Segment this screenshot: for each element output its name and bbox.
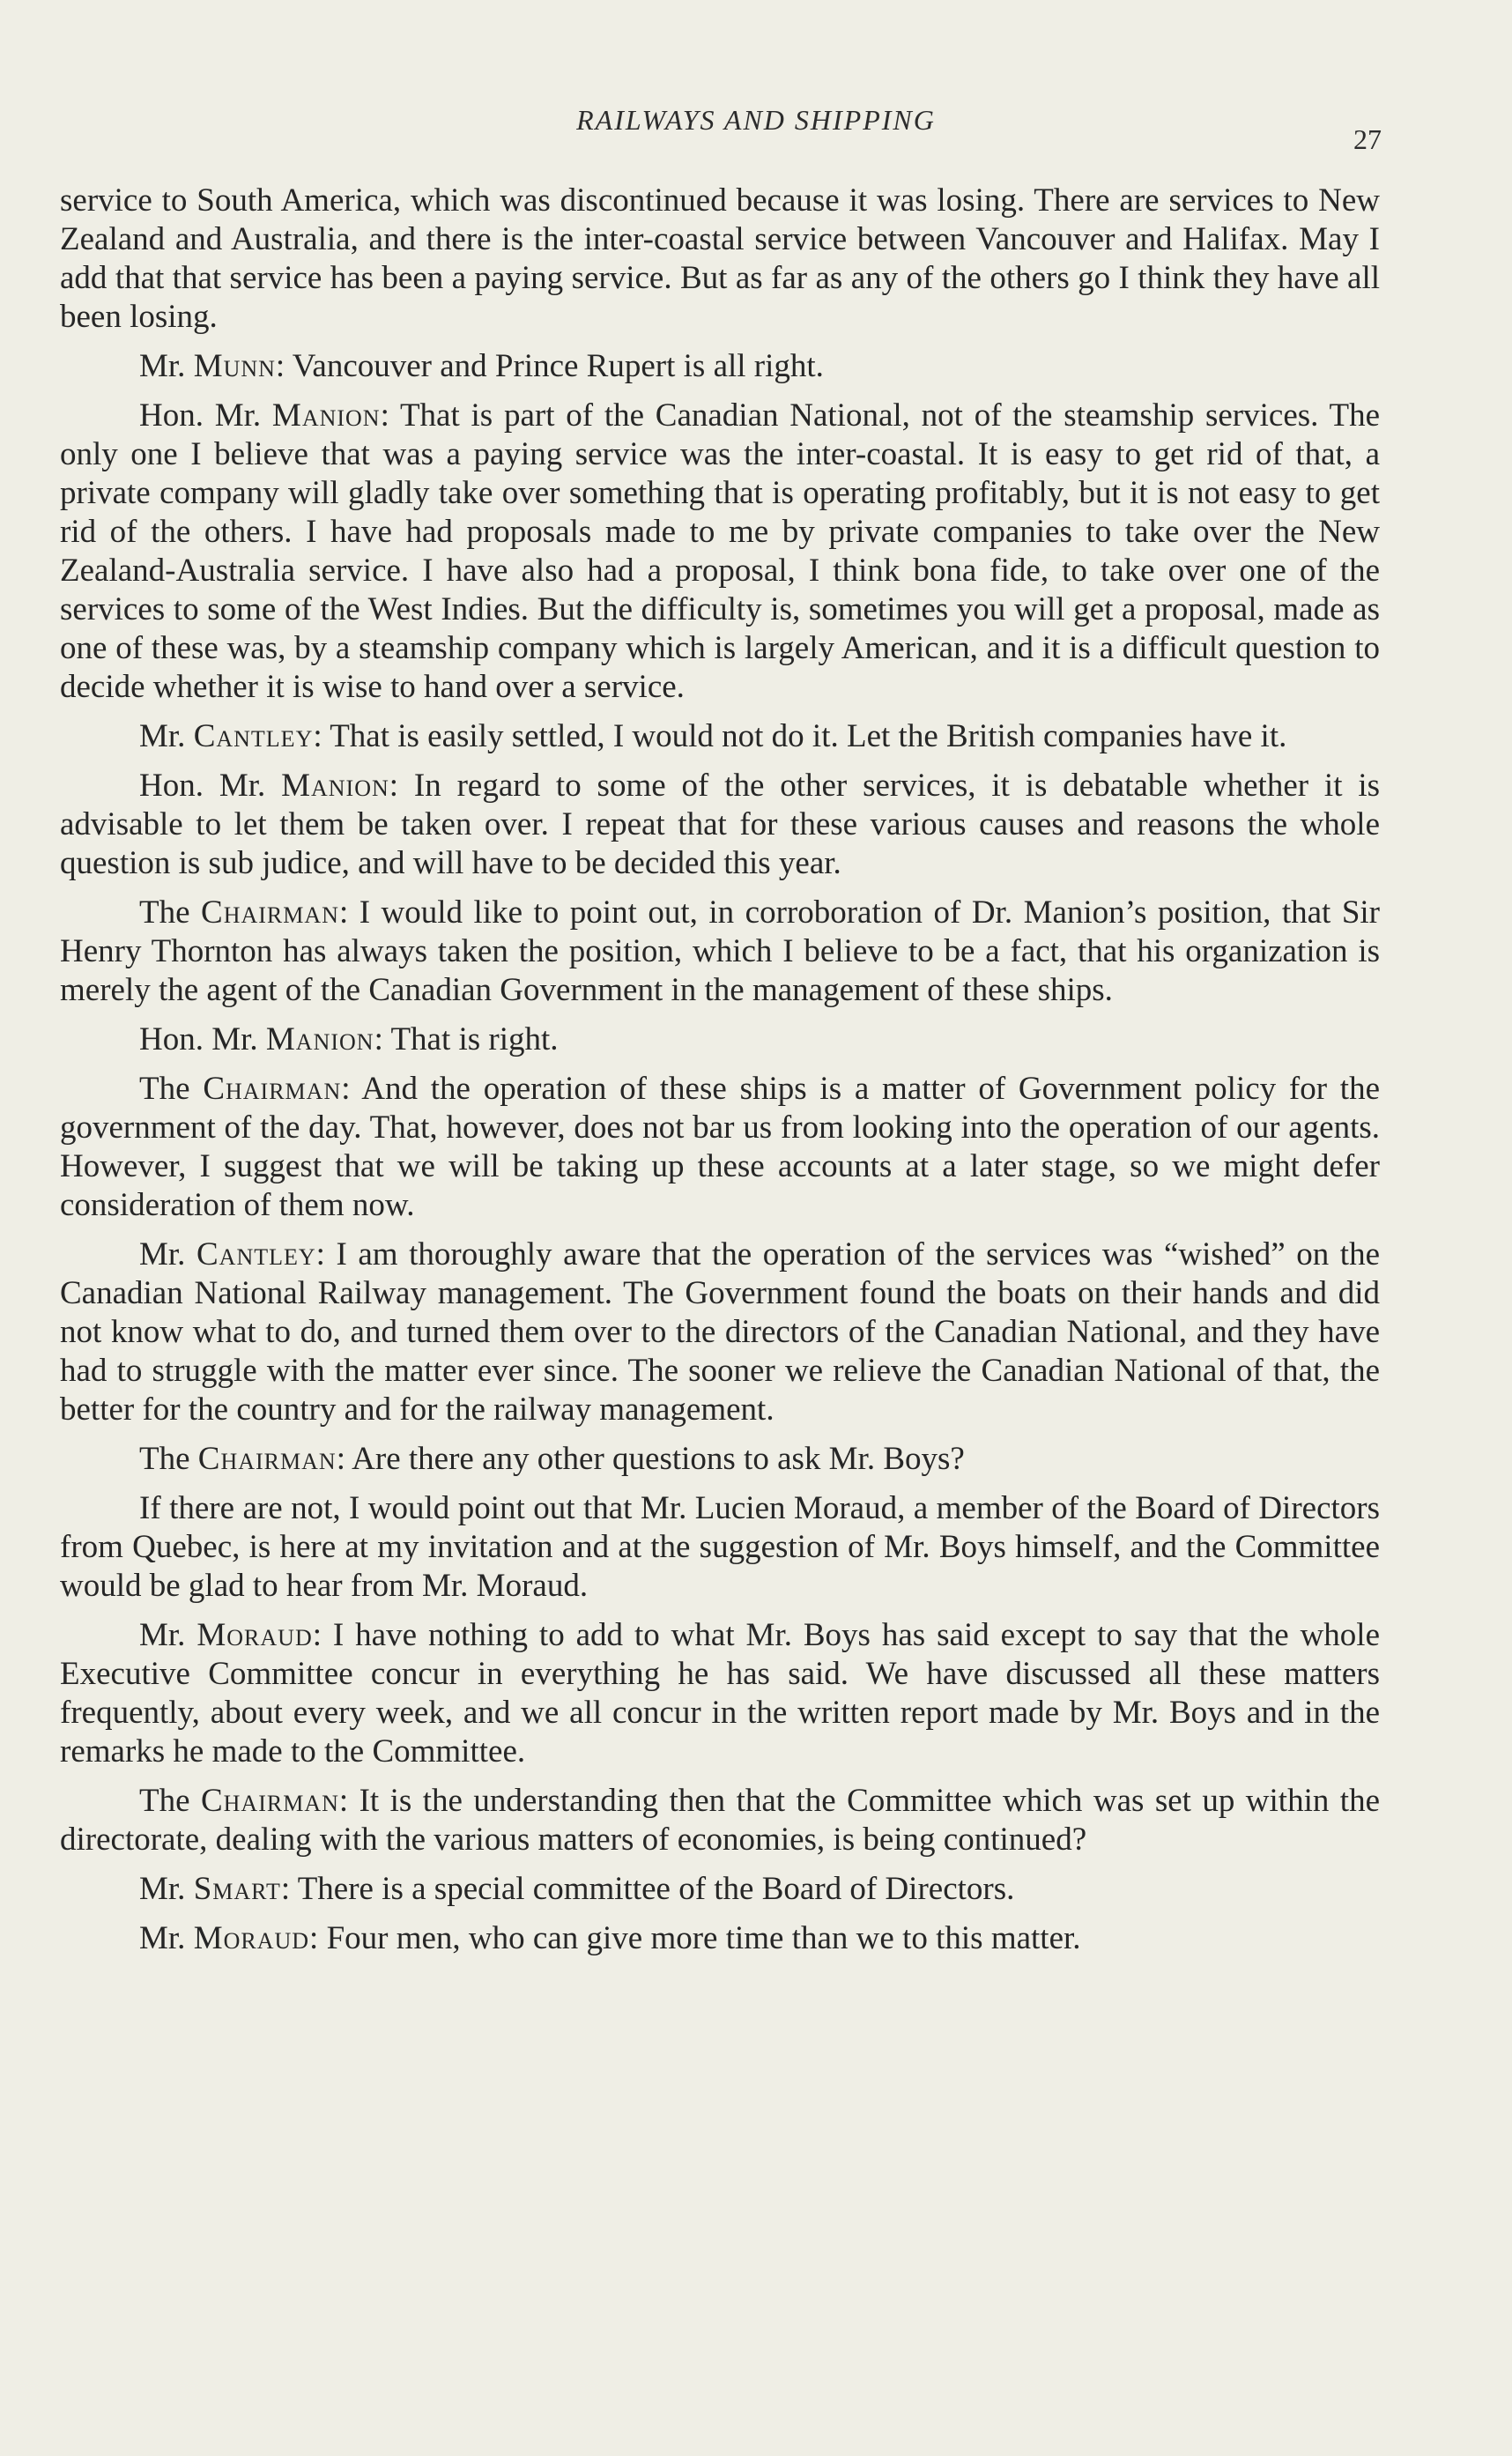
speaker-name: Munn bbox=[193, 348, 276, 384]
speaker-prefix: The bbox=[139, 1441, 190, 1477]
speaker-name: Manion bbox=[281, 768, 389, 804]
speaker-prefix: Hon. Mr. bbox=[139, 1021, 258, 1057]
speaker-name: Chairman bbox=[197, 1441, 337, 1477]
speaker-prefix: Mr. bbox=[139, 1236, 186, 1273]
paragraph bbox=[60, 1489, 1380, 1606]
speaker-paragraph bbox=[60, 717, 1380, 756]
speaker-prefix: Hon. Mr. bbox=[139, 768, 266, 804]
speaker-prefix: Mr. bbox=[139, 348, 186, 384]
speaker-paragraph bbox=[60, 894, 1380, 1010]
speaker-paragraph bbox=[60, 397, 1380, 707]
speaker-name: Moraud bbox=[196, 1617, 313, 1653]
paragraph-text: : I would like to point out, in corroboration of Dr. Manion’s position, that Sir Henry Thornton has always taken the position, which I believe to be a fact, that his organization is merely the agent of the Canadian Government in the management of these ships. bbox=[60, 894, 1380, 1008]
paragraph-text: : That is easily settled, I would not do it. Let the British companies have it. bbox=[313, 718, 1287, 754]
running-head: RAILWAYS AND SHIPPING bbox=[576, 104, 936, 136]
body-text bbox=[60, 182, 1380, 1969]
speaker-paragraph bbox=[60, 767, 1380, 883]
speaker-name: Moraud bbox=[193, 1920, 310, 1956]
speaker-paragraph bbox=[60, 1440, 1380, 1479]
speaker-paragraph bbox=[60, 1870, 1380, 1909]
speaker-name: Cantley bbox=[196, 1236, 316, 1273]
speaker-prefix: Hon. Mr. bbox=[139, 397, 262, 434]
speaker-prefix: Mr. bbox=[139, 1920, 186, 1956]
speaker-paragraph bbox=[60, 1782, 1380, 1859]
paragraph bbox=[60, 182, 1380, 337]
speaker-name: Manion bbox=[265, 1021, 374, 1057]
paragraph-text: : It is the understanding then that the Committee which was set up within the directorate, dealing with the various matters of economies, is being continued? bbox=[60, 1783, 1380, 1858]
speaker-paragraph bbox=[60, 1070, 1380, 1225]
paragraph-text: : In regard to some of the other services, it is debatable whether it is advisable to let them be taken over. I repeat that for these various causes and reasons the whole question is sub judice, and will have to be decided this year. bbox=[60, 768, 1380, 881]
speaker-prefix: The bbox=[139, 1071, 190, 1107]
paragraph-text: : Four men, who can give more time than we to this matter. bbox=[309, 1920, 1081, 1956]
speaker-name: Cantley bbox=[193, 718, 314, 754]
speaker-name: Chairman bbox=[200, 1783, 339, 1819]
paragraph-text: : And the operation of these ships is a matter of Government policy for the government of the day. That, however, does not bar us from looking into the operation of our agents. However, I suggest that we will be taking up these accounts at a later stage, so we might defer consideration of them now. bbox=[60, 1071, 1381, 1223]
paragraph-text: service to South America, which was discontinued because it was losing. There are services to New Zealand and Australia, and there is the inter-coastal service between Vancouver and Halifax. May I add that that service has been a paying service. But as far as any of the others go I think they have all been losing. bbox=[60, 182, 1380, 335]
speaker-prefix: Mr. bbox=[139, 1617, 186, 1653]
speaker-name: Manion bbox=[271, 397, 381, 434]
speaker-name: Chairman bbox=[201, 894, 339, 931]
paragraph-text: : There is a special committee of the Board of Directors. bbox=[280, 1871, 1015, 1907]
speaker-prefix: Mr. bbox=[139, 1871, 186, 1907]
speaker-paragraph bbox=[60, 1020, 1380, 1059]
speaker-name: Chairman bbox=[203, 1071, 342, 1107]
speaker-paragraph bbox=[60, 347, 1380, 386]
paragraph-text: : I have nothing to add to what Mr. Boys has said except to say that the whole Executive Committee concur in everything he has said. We have discussed all these matters frequently, about every week, and we all concur in the written report made by Mr. Boys and in the remarks he made to the Committee. bbox=[60, 1617, 1381, 1770]
speaker-name: Smart bbox=[193, 1871, 281, 1907]
paragraph-text: If there are not, I would point out that Mr. Lucien Moraud, a member of the Board of Directors from Quebec, is here at my invitation and at the suggestion of Mr. Boys himself, and the Committee would be glad to hear from Mr. Moraud. bbox=[60, 1490, 1380, 1604]
paragraph-text: : I am thoroughly aware that the operation of the services was “wished” on the Canadian National Railway management. The Government found the boats on their hands and did not know what to do, and turned them over to the directors of the Canadian National, and they have had to struggle with the matter ever since. The sooner we relieve the Canadian National of that, the better for the country and for the railway management. bbox=[60, 1236, 1380, 1428]
speaker-paragraph bbox=[60, 1919, 1380, 1958]
paragraph-text: : Vancouver and Prince Rupert is all right. bbox=[275, 348, 824, 384]
paragraph-text: : That is part of the Canadian National, not of the steamship services. The only one I believe that was a paying service was the inter-coastal. It is easy to get rid of that, a private company will gladly take over something that is operating profitably, but it is not easy to get rid of the others. I have had proposals made to me by private companies to take over the New Zealand-Australia service. I have also had a proposal, I think bona fide, to take over one of the services to some of the West Indies. But the difficulty is, sometimes you will get a proposal, made as one of these was, by a steamship company which is largely American, and it is a difficult question to decide whether it is wise to hand over a service. bbox=[60, 397, 1381, 705]
speaker-prefix: Mr. bbox=[139, 718, 186, 754]
speaker-paragraph bbox=[60, 1235, 1380, 1429]
speaker-prefix: The bbox=[139, 1783, 190, 1819]
paragraph-text: : Are there any other questions to ask Mr. Boys? bbox=[336, 1441, 965, 1477]
paragraph-text: : That is right. bbox=[374, 1021, 559, 1057]
speaker-prefix: The bbox=[139, 894, 190, 931]
page-number: 27 bbox=[1353, 123, 1382, 155]
speaker-paragraph bbox=[60, 1616, 1380, 1771]
